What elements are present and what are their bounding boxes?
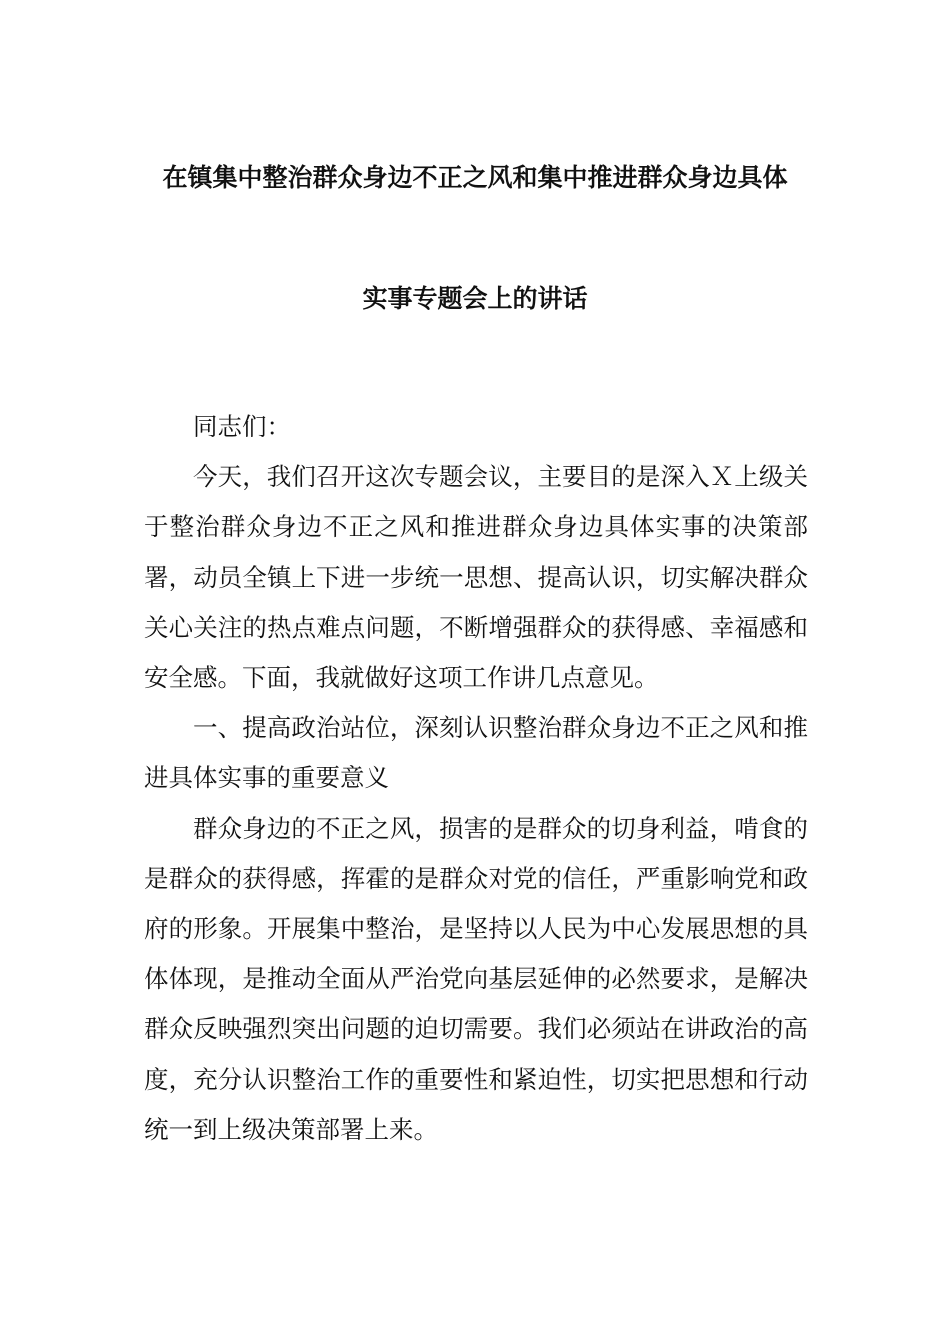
section-heading-1: 一、提高政治站位，深刻认识整治群众身边不正之风和推进具体实事的重要意义 bbox=[144, 713, 808, 793]
paragraph-intro: 今天，我们召开这次专题会议，主要目的是深入Ｘ上级关于整治群众身边不正之风和推进群众身边具体实事的决策部署，动员全镇上下进一步统一思想、提高认识，切实解决群众关心关注的热点难点问题，不断增强群众的获得感、幸福感和安全感。下面，我就做好这项工作讲几点意见。 bbox=[144, 462, 808, 693]
document-title-line-1: 在镇集中整治群众身边不正之风和集中推进群众身边具体 bbox=[162, 163, 788, 192]
paragraph-section-1: 群众身边的不正之风，损害的是群众的切身利益，啃食的是群众的获得感，挥霍的是群众对党的信任，严重影响党和政府的形象。开展集中整治，是坚持以人民为中心发展思想的具体体现，是推动全面从严治党向基层延伸的必然要求，是解决群众反映强烈突出问题的迫切需要。我们必须站在讲政治的高度，充分认识整治工作的重要性和紧迫性，切实把思想和行动统一到上级决策部署上来。 bbox=[144, 813, 808, 1144]
salutation: 同志们： bbox=[193, 412, 291, 441]
document-title-line-2: 实事专题会上的讲话 bbox=[362, 284, 588, 313]
document-body bbox=[144, 402, 808, 1155]
